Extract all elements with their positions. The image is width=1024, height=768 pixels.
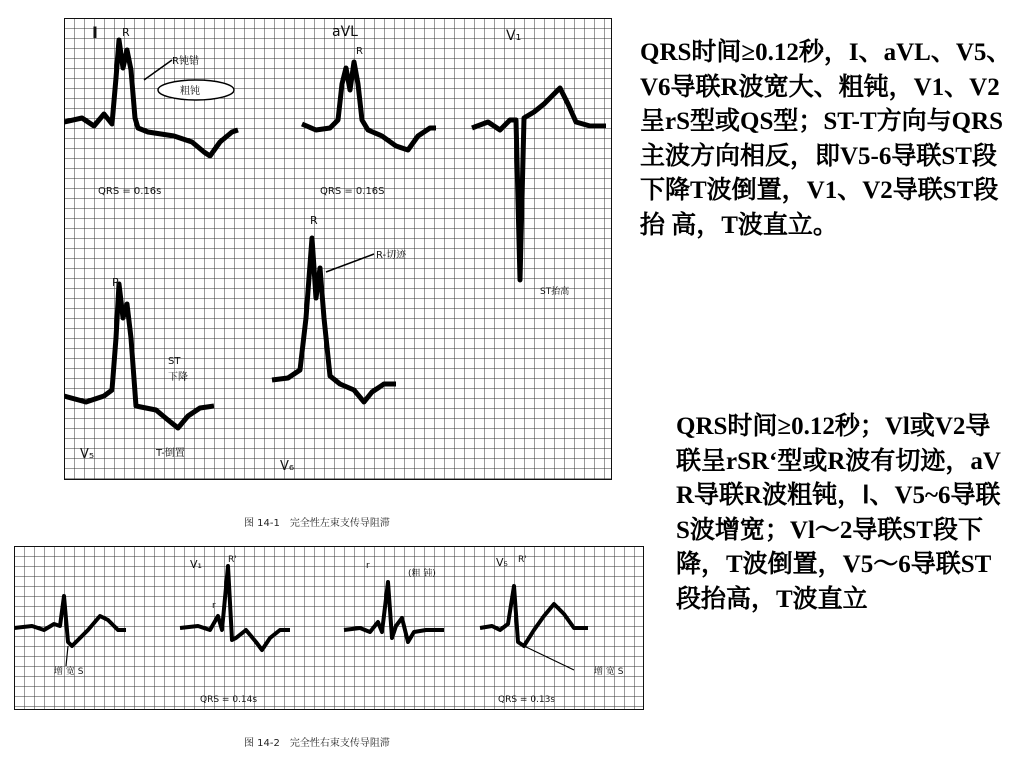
measurement-qrs-avl: QRS = 0.16S bbox=[320, 186, 385, 197]
annotation-wide-s: 增 宽 S bbox=[54, 667, 84, 677]
annotation-st-depression: 下降 bbox=[168, 372, 188, 383]
annotation-r-notch: R钝错 bbox=[172, 56, 199, 67]
lbbb-description: QRS时间≥0.12秒，I、aVL、V5、V6导联R波宽大、粗钝，V1、V2呈rS型或QS型；ST-T方向与QRS主波方向相反，即V5-6导联ST段下降T波倒置，V1、V2导联ST段抬 高，T波直立。 bbox=[640, 39, 1012, 239]
annotation-slurred: (粗 钝) bbox=[408, 569, 436, 579]
measurement-qrs-v1: QRS = 0.14s bbox=[200, 695, 258, 705]
rbbb-description: QRS时间≥0.12秒；Vl或V2导联呈rSR‘型或R波有切迹，aVR导联R波粗钝，Ⅰ、V5~6导联S波增宽；Vl～2导联ST段下降，T波倒置，V5～6导联ST段抬高，T波直立 bbox=[676, 413, 1001, 613]
measurement-qrs-v5: QRS = 0.13s bbox=[498, 695, 556, 705]
annotation-st-elevation: ST抬高 bbox=[540, 287, 570, 297]
lead-label-avl: aVL bbox=[332, 24, 358, 40]
ecg-figure-rbbb bbox=[14, 546, 644, 710]
lead-label-i: Ⅰ bbox=[92, 23, 98, 42]
peak-label-r: R bbox=[112, 276, 120, 289]
annotation-st: ST bbox=[168, 356, 181, 367]
annotation-wide-s: 增 宽 S bbox=[594, 667, 624, 677]
peak-label-r: R bbox=[310, 214, 318, 227]
peak-label-r: r bbox=[212, 601, 216, 611]
peak-label-r-prime: R' bbox=[228, 555, 237, 565]
annotation-t-inversion: T-倒置 bbox=[156, 448, 185, 459]
lead-label-v5: V₅ bbox=[496, 556, 508, 569]
measurement-qrs-i: QRS = 0.16s bbox=[98, 186, 162, 197]
annotation-slurred: 粗钝 bbox=[180, 86, 200, 97]
peak-label-r: R bbox=[356, 46, 363, 57]
figure-caption-lbbb: 图 14-1 完全性左束支传导阻滞 bbox=[244, 518, 390, 529]
lead-label-v6: V₆ bbox=[280, 459, 295, 474]
lead-label-v1: V₁ bbox=[506, 28, 522, 44]
peak-label-r-prime: R' bbox=[518, 555, 527, 565]
peak-label-r: r bbox=[366, 561, 370, 571]
annotation-r-notch-v6: R-切迹 bbox=[376, 250, 407, 261]
ecg-figure-lbbb bbox=[64, 18, 612, 480]
figure-caption-rbbb: 图 14-2 完全性右束支传导阻滞 bbox=[244, 738, 390, 749]
lead-label-v5: V₅ bbox=[80, 447, 95, 462]
lead-label-v1: V₁ bbox=[190, 558, 202, 571]
peak-label-r: R bbox=[122, 26, 130, 39]
